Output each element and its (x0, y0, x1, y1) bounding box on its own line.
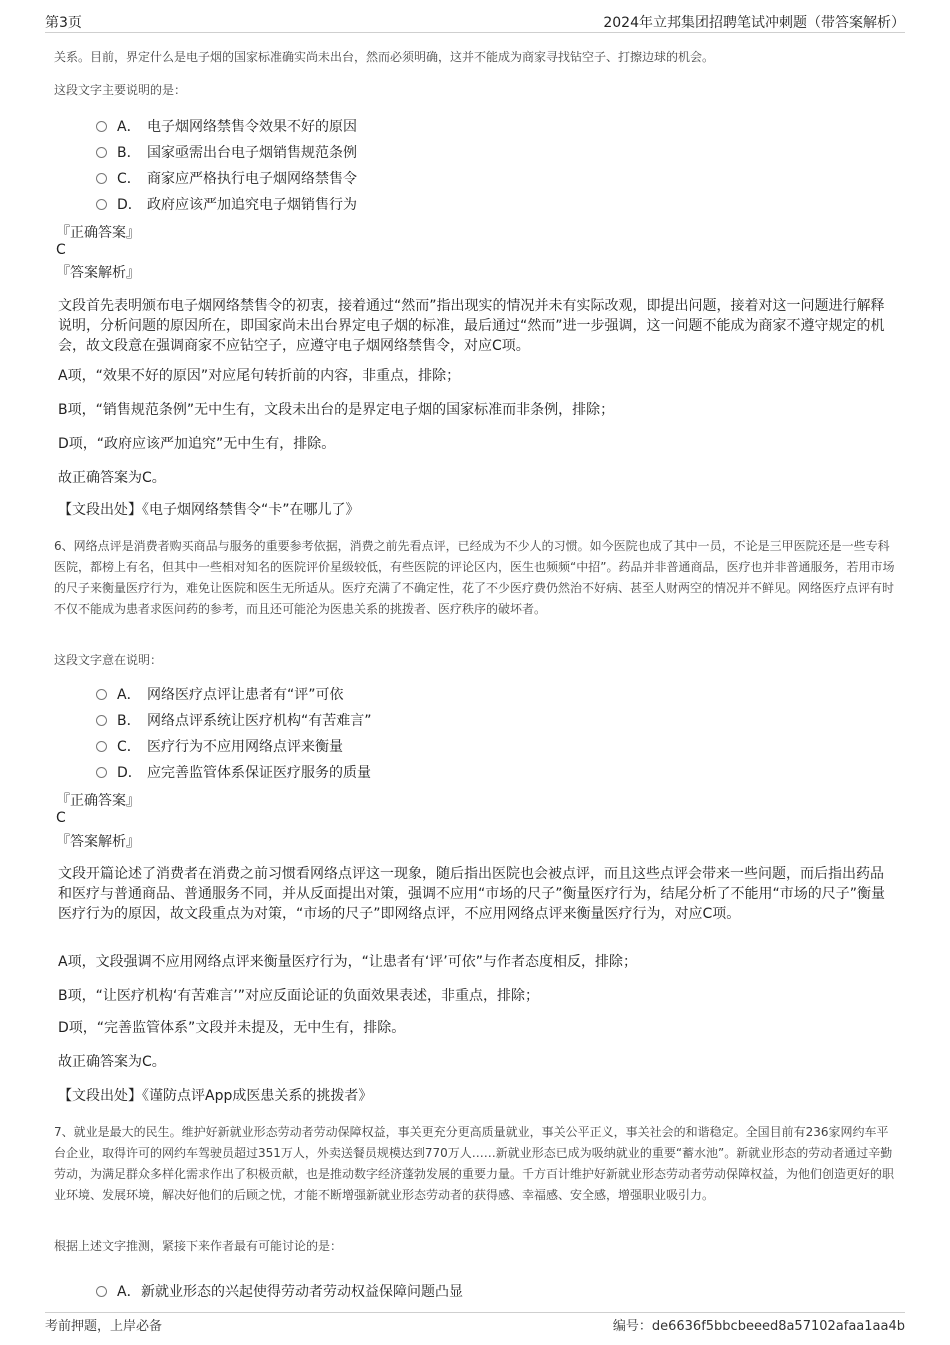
q7-passage: 7、就业是最大的民生。维护好新就业形态劳动者劳动保障权益，事关更充分更高质量就业，事关公平正义，事关社会的和谐稳定。全国目前有236家网约车平台企业，取得许可的网约车驾驶员超过351万人，外卖送餐员规模达到770万人……新就业形态已成为吸纳就业的重要“蓄水池”。新就业形态的劳动者通过辛勤劳动，为满足群众多样化需求作出了积极贡献，也是推动数字经济蓬勃发展的重要力量。千方百计维护好新就业形态劳动者劳动保障权益，为他们创造更好的职业环境、发展环境，解决好他们的后顾之忧，才能不断增强新就业形态劳动者的获得感、幸福感、安全感，增强职业吸引力。 (54, 1125, 895, 1202)
q5-answer-label: 『正确答案』 (56, 225, 140, 241)
radio-icon[interactable] (96, 767, 107, 778)
q7-prompt: 根据上述文字推测，紧接下来作者最有可能讨论的是： (54, 1239, 343, 1253)
q5-analysis-d: D项，“政府应该严加追究”无中生有，排除。 (58, 436, 336, 452)
q6-analysis-b: B项，“让医疗机构‘有苦难言’”对应反面论证的负面效果表述，非重点，排除； (58, 988, 540, 1004)
q5-passage-tail: 关系。目前，界定什么是电子烟的国家标准确实尚未出台，然而必须明确，这并不能成为商家寻找钻空子、打擦边球的机会。 (54, 50, 715, 64)
q6-option-b[interactable]: B． 网络点评系统让医疗机构“有苦难言” (96, 711, 372, 731)
radio-icon[interactable] (96, 173, 107, 184)
q6-passage: 6、网络点评是消费者购买商品与服务的重要参考依据，消费之前先看点评，已经成为不少人的习惯。如今医院也成了其中一员，不论是三甲医院还是一些专科医院，都榜上有名，但其中一些相对知名的医院评价星级较低，有些医院的评论区内，医生也频频“中招”。药品并非普通商品，医疗也并非普通服务，若用市场的尺子来衡量医疗行为，难免让医院和医生无所适从。医疗充满了不确定性，花了不少医疗费仍然治不好病、甚至人财两空的情况并不鲜见。网络医疗点评有时不仅不能成为患者求医问药的参考，而且还可能沦为医患关系的挑拨者、医疗秩序的破坏者。 (54, 539, 895, 616)
radio-icon[interactable] (96, 199, 107, 210)
q6-analysis-conclusion: 故正确答案为C。 (58, 1054, 166, 1070)
q5-prompt: 这段文字主要说明的是： (54, 83, 187, 97)
q5-analysis-conclusion: 故正确答案为C。 (58, 470, 166, 486)
q6-source: 【文段出处】《谨防点评App成医患关系的挑拨者》 (58, 1088, 373, 1104)
document-title: 2024年立邦集团招聘笔试冲刺题（带答案解析） (603, 15, 905, 31)
q7-option-a[interactable]: A．新就业形态的兴起使得劳动者劳动权益保障问题凸显 (96, 1282, 463, 1302)
q6-answer-label: 『正确答案』 (56, 793, 140, 809)
q6-option-c[interactable]: C． 医疗行为不应用网络点评来衡量 (96, 737, 343, 757)
q5-option-b[interactable]: B． 国家亟需出台电子烟销售规范条例 (96, 143, 357, 163)
q5-option-d[interactable]: D． 政府应该严加追究电子烟销售行为 (96, 195, 357, 215)
q5-analysis-main: 文段首先表明颁布电子烟网络禁售令的初衷，接着通过“然而”指出现实的情况并未有实际改观，即提出问题，接着对这一问题进行解释说明，分析问题的原因所在，即国家尚未出台界定电子烟的标准，最后通过“然而”进一步强调，这一问题不能成为商家不遵守规定的机会，故文段意在强调商家不应钻空子，应遵守电子烟网络禁售令，对应C项。 (58, 298, 885, 354)
q6-analysis-label: 『答案解析』 (56, 834, 140, 850)
q6-prompt: 这段文字意在说明： (54, 653, 163, 667)
q5-option-c[interactable]: C． 商家应严格执行电子烟网络禁售令 (96, 169, 357, 189)
q6-analysis-d: D项，“完善监管体系”文段并未提及，无中生有，排除。 (58, 1020, 406, 1036)
q5-analysis-a: A项，“效果不好的原因”对应尾句转折前的内容，非重点，排除； (58, 368, 461, 384)
q6-analysis-a: A项，文段强调不应用网络点评来衡量医疗行为，“让患者有‘评’可依”与作者态度相反，排除； (58, 954, 637, 970)
q5-analysis-label: 『答案解析』 (56, 265, 140, 281)
radio-icon[interactable] (96, 147, 107, 158)
footer-slogan: 考前押题，上岸必备 (45, 1319, 163, 1334)
q6-answer: C (56, 810, 66, 826)
q6-analysis-main: 文段开篇论述了消费者在消费之前习惯看网络点评这一现象，随后指出医院也会被点评，而且这些点评会带来一些问题，而后指出药品和医疗与普通商品、普通服务不同，并从反面提出对策，强调不应用“市场的尺子”衡量医疗行为，结尾分析了不能用“市场的尺子”衡量医疗行为的原因，故文段重点为对策，“市场的尺子”即网络点评，不应用网络点评来衡量医疗行为，对应C项。 (58, 866, 886, 922)
radio-icon[interactable] (96, 1286, 107, 1297)
page-footer (45, 1312, 905, 1335)
radio-icon[interactable] (96, 715, 107, 726)
q5-option-a[interactable]: A． 电子烟网络禁售令效果不好的原因 (96, 117, 357, 137)
page-header (45, 10, 905, 33)
radio-icon[interactable] (96, 689, 107, 700)
q6-option-d[interactable]: D． 应完善监管体系保证医疗服务的质量 (96, 763, 371, 783)
q5-analysis-b: B项，“销售规范条例”无中生有，文段未出台的是界定电子烟的国家标准而非条例，排除； (58, 402, 615, 418)
q6-option-a[interactable]: A． 网络医疗点评让患者有“评”可依 (96, 685, 344, 705)
radio-icon[interactable] (96, 121, 107, 132)
q5-answer: C (56, 242, 66, 258)
page-number: 第3页 (45, 15, 82, 31)
radio-icon[interactable] (96, 741, 107, 752)
q5-source: 【文段出处】《电子烟网络禁售令“卡”在哪儿了》 (58, 502, 360, 518)
document-id: 编号：de6636f5bbcbeeed8a57102afaa1aa4b (612, 1319, 905, 1334)
